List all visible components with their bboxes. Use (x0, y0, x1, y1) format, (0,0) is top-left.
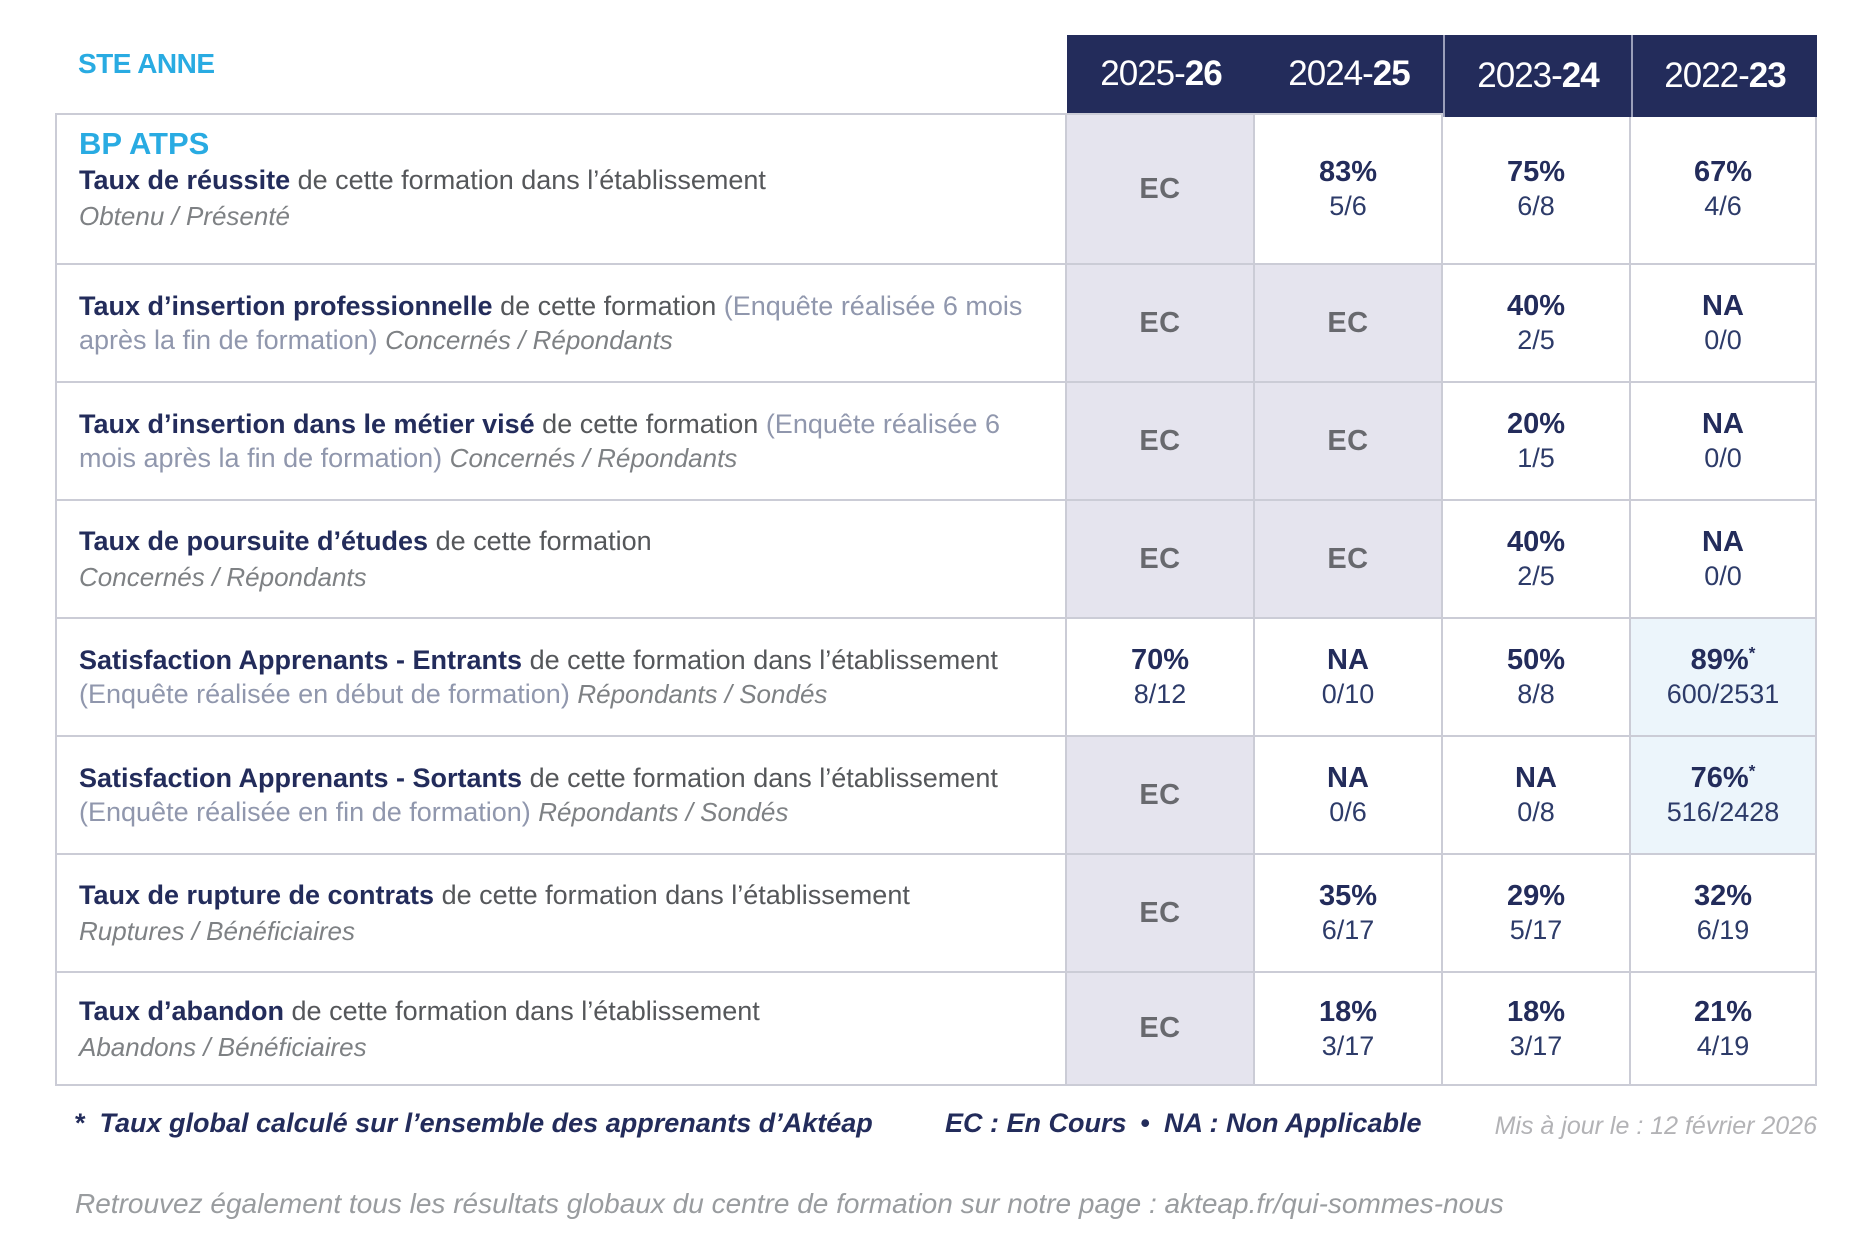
metric-text (79, 524, 1041, 594)
metric-text (79, 407, 1041, 475)
metric-paren: (Enquête réalisée en fin de formation) (79, 797, 531, 827)
year-prefix: 2024- (1288, 54, 1373, 93)
metric-desc: de cette formation dans l’établissement (529, 645, 998, 675)
ec-badge: EC (1327, 306, 1369, 339)
percentage-value: 83% (1318, 156, 1378, 188)
ec-badge: EC (1327, 424, 1369, 457)
value-cell (1067, 115, 1253, 263)
footnote (75, 1108, 873, 1139)
metric-text (79, 878, 1041, 948)
fraction-value: 2/5 (1517, 561, 1555, 591)
metric-title: Satisfaction Apprenants - Entrants (79, 645, 523, 675)
value-cell (1255, 737, 1441, 853)
fraction-value: 516/2428 (1666, 797, 1780, 827)
value-cell (1631, 383, 1815, 499)
value-cell (1443, 383, 1629, 499)
year-column-2025-26 (1067, 35, 1255, 113)
metric-sublabel: Ruptures / Bénéficiaires (79, 916, 356, 946)
value-cell (1255, 501, 1441, 617)
metric-label-abandon (57, 973, 1065, 1084)
metric-desc: de cette formation dans l’établissement (529, 763, 998, 793)
metric-title: Taux d’abandon (79, 995, 285, 1026)
fraction-value: 2/5 (1517, 325, 1555, 355)
year-column-2022-23 (1631, 35, 1817, 117)
percentage-value: 67% (1693, 156, 1753, 188)
percentage-value: NA (1702, 526, 1744, 558)
fraction-value: 0/10 (1321, 679, 1375, 709)
metric-label-insertion-metier-vise (57, 383, 1065, 499)
metric-sublabel: Concernés / Répondants (385, 325, 673, 355)
metric-paren: (Enquête réalisée en début de formation) (79, 679, 570, 709)
metric-sublabel: Concernés / Répondants (449, 443, 738, 473)
fraction-value: 0/0 (1704, 325, 1742, 355)
fraction-value: 3/17 (1509, 1030, 1563, 1061)
value-cell-global-rate (1631, 619, 1815, 735)
percentage-value: 76%* (1690, 761, 1756, 794)
metric-sublabel: Répondants / Sondés (538, 797, 789, 827)
percentage-value: 18% (1506, 995, 1566, 1028)
ec-badge: EC (1139, 778, 1181, 811)
value-cell (1067, 383, 1253, 499)
year-bold: 25 (1372, 54, 1410, 93)
percentage-value: 35% (1318, 880, 1378, 912)
ec-badge: EC (1139, 1012, 1181, 1044)
percentage-value: 40% (1506, 290, 1566, 322)
fraction-value: 1/5 (1517, 443, 1555, 473)
value-cell (1255, 855, 1441, 971)
value-cell (1443, 973, 1629, 1084)
value-cell-global-rate (1631, 737, 1815, 853)
year-bold: 26 (1184, 54, 1222, 93)
value-cell (1631, 501, 1815, 617)
metric-sublabel: Abandons / Bénéficiaires (79, 1031, 367, 1062)
metric-label-satisfaction-entrants (57, 619, 1065, 735)
metric-paren: (Enquête réalisée 6 mois après la fin de formation) (79, 409, 1000, 473)
value-cell (1443, 737, 1629, 853)
ec-badge: EC (1139, 896, 1181, 929)
year-prefix: 2023- (1477, 56, 1562, 95)
ec-badge: EC (1139, 172, 1181, 205)
value-cell (1443, 855, 1629, 971)
metric-title: Taux de poursuite d’études (79, 526, 429, 556)
program-title: BP ATPS (79, 126, 210, 161)
percentage-value: NA (1515, 762, 1557, 794)
metric-paren: (Enquête réalisée 6 mois après la fin de formation) (79, 291, 1023, 355)
metric-desc: de cette formation (542, 409, 759, 439)
fraction-value: 4/6 (1704, 191, 1742, 221)
value-cell (1255, 619, 1441, 735)
value-cell (1631, 115, 1815, 263)
metric-text (79, 289, 1041, 357)
percentage-value: 18% (1318, 995, 1378, 1028)
fraction-value: 0/0 (1704, 443, 1742, 473)
percentage-value: 50% (1506, 644, 1566, 676)
metric-text (79, 761, 1041, 829)
metric-title: Taux d’insertion professionnelle (79, 291, 493, 321)
results-table (55, 113, 1817, 1086)
metric-sublabel: Répondants / Sondés (577, 679, 828, 709)
value-cell (1255, 115, 1441, 263)
metric-desc: de cette formation dans l’établissement (441, 880, 910, 910)
metric-text (79, 994, 1041, 1064)
percentage-value: 21% (1693, 995, 1753, 1028)
metric-title: Taux d’insertion dans le métier visé (79, 409, 535, 439)
ec-badge: EC (1139, 306, 1181, 339)
percentage-value: 70% (1130, 644, 1190, 676)
percentage-value: 20% (1506, 408, 1566, 440)
percentage-value: 75% (1506, 156, 1566, 188)
header-spacer (55, 35, 1067, 113)
metric-label-rupture-contrats (57, 855, 1065, 971)
fraction-value: 5/17 (1509, 915, 1563, 945)
metric-title: Taux de rupture de contrats (79, 880, 435, 910)
metric-label-poursuite-etudes (57, 501, 1065, 617)
percentage-value: 89%* (1690, 643, 1756, 676)
metric-label-satisfaction-sortants (57, 737, 1065, 853)
value-cell (1255, 973, 1441, 1084)
value-cell (1255, 265, 1441, 381)
metric-title: Taux de réussite (79, 165, 291, 195)
metric-title: Satisfaction Apprenants - Sortants (79, 763, 523, 793)
more-results-text: Retrouvez également tous les résultats globaux du centre de formation sur notre page : akteap.fr/qui-sommes-nous (75, 1188, 1504, 1219)
metric-sublabel: Obtenu / Présenté (79, 201, 291, 231)
metric-label-taux-de-reussite (57, 115, 1065, 263)
ec-badge: EC (1327, 542, 1369, 575)
fraction-value: 600/2531 (1666, 679, 1780, 709)
value-cell (1631, 265, 1815, 381)
value-cell (1067, 973, 1253, 1084)
percentage-value: 29% (1506, 880, 1566, 912)
value-cell (1443, 501, 1629, 617)
fraction-value: 6/19 (1696, 915, 1750, 945)
percentage-value: NA (1327, 644, 1369, 676)
footnote-star: * (75, 1108, 86, 1138)
footnote-star: * (1748, 643, 1756, 663)
metric-desc: de cette formation (435, 526, 652, 556)
value-cell (1067, 619, 1253, 735)
fraction-value: 3/17 (1321, 1030, 1375, 1061)
metric-label-insertion-professionnelle (57, 265, 1065, 381)
site-name: STE ANNE (78, 48, 215, 79)
value-cell (1255, 383, 1441, 499)
metric-sublabel: Concernés / Répondants (79, 562, 367, 592)
value-cell (1443, 115, 1629, 263)
metric-text (79, 643, 1041, 711)
percentage-value: 40% (1506, 526, 1566, 558)
fraction-value: 8/8 (1517, 679, 1555, 709)
value-cell (1067, 501, 1253, 617)
ec-badge: EC (1139, 424, 1181, 457)
legend-ec: EC : En Cours (945, 1108, 1127, 1138)
value-cell (1067, 855, 1253, 971)
legend-separator: • (1140, 1108, 1150, 1138)
value-cell (1443, 619, 1629, 735)
value-cell (1631, 973, 1815, 1084)
value-cell (1631, 855, 1815, 971)
year-header-row (55, 35, 1817, 117)
metric-desc: de cette formation dans l’établissement (297, 165, 766, 195)
year-bold: 23 (1748, 56, 1786, 95)
value-cell (1443, 265, 1629, 381)
last-updated: Mis à jour le : 12 février 2026 (1494, 1112, 1817, 1140)
fraction-value: 0/8 (1517, 797, 1555, 827)
fraction-value: 5/6 (1329, 191, 1367, 221)
fraction-value: 6/17 (1321, 915, 1375, 945)
fraction-value: 6/8 (1517, 191, 1555, 221)
year-prefix: 2022- (1664, 56, 1749, 95)
percentage-value: NA (1702, 290, 1744, 322)
footnote-text: Taux global calculé sur l’ensemble des apprenants d’Aktéap (99, 1108, 873, 1138)
year-column-2024-25 (1255, 35, 1443, 113)
percentage-value: NA (1702, 408, 1744, 440)
year-column-2023-24 (1443, 35, 1631, 117)
metric-desc: de cette formation (500, 291, 717, 321)
legend (945, 1108, 1421, 1139)
fraction-value: 4/19 (1696, 1030, 1750, 1061)
fraction-value: 0/6 (1329, 797, 1367, 827)
legend-na: NA : Non Applicable (1163, 1108, 1422, 1138)
percentage-value: 32% (1693, 880, 1753, 912)
footnote-star: * (1748, 761, 1756, 781)
metric-text (79, 163, 1041, 233)
percentage-value: NA (1327, 762, 1369, 794)
year-bold: 24 (1561, 56, 1599, 95)
ec-badge: EC (1139, 542, 1181, 575)
metric-desc: de cette formation dans l’établissement (291, 995, 760, 1026)
value-cell (1067, 265, 1253, 381)
fraction-value: 8/12 (1133, 679, 1187, 709)
fraction-value: 0/0 (1704, 561, 1742, 591)
value-cell (1067, 737, 1253, 853)
year-prefix: 2025- (1100, 54, 1185, 93)
